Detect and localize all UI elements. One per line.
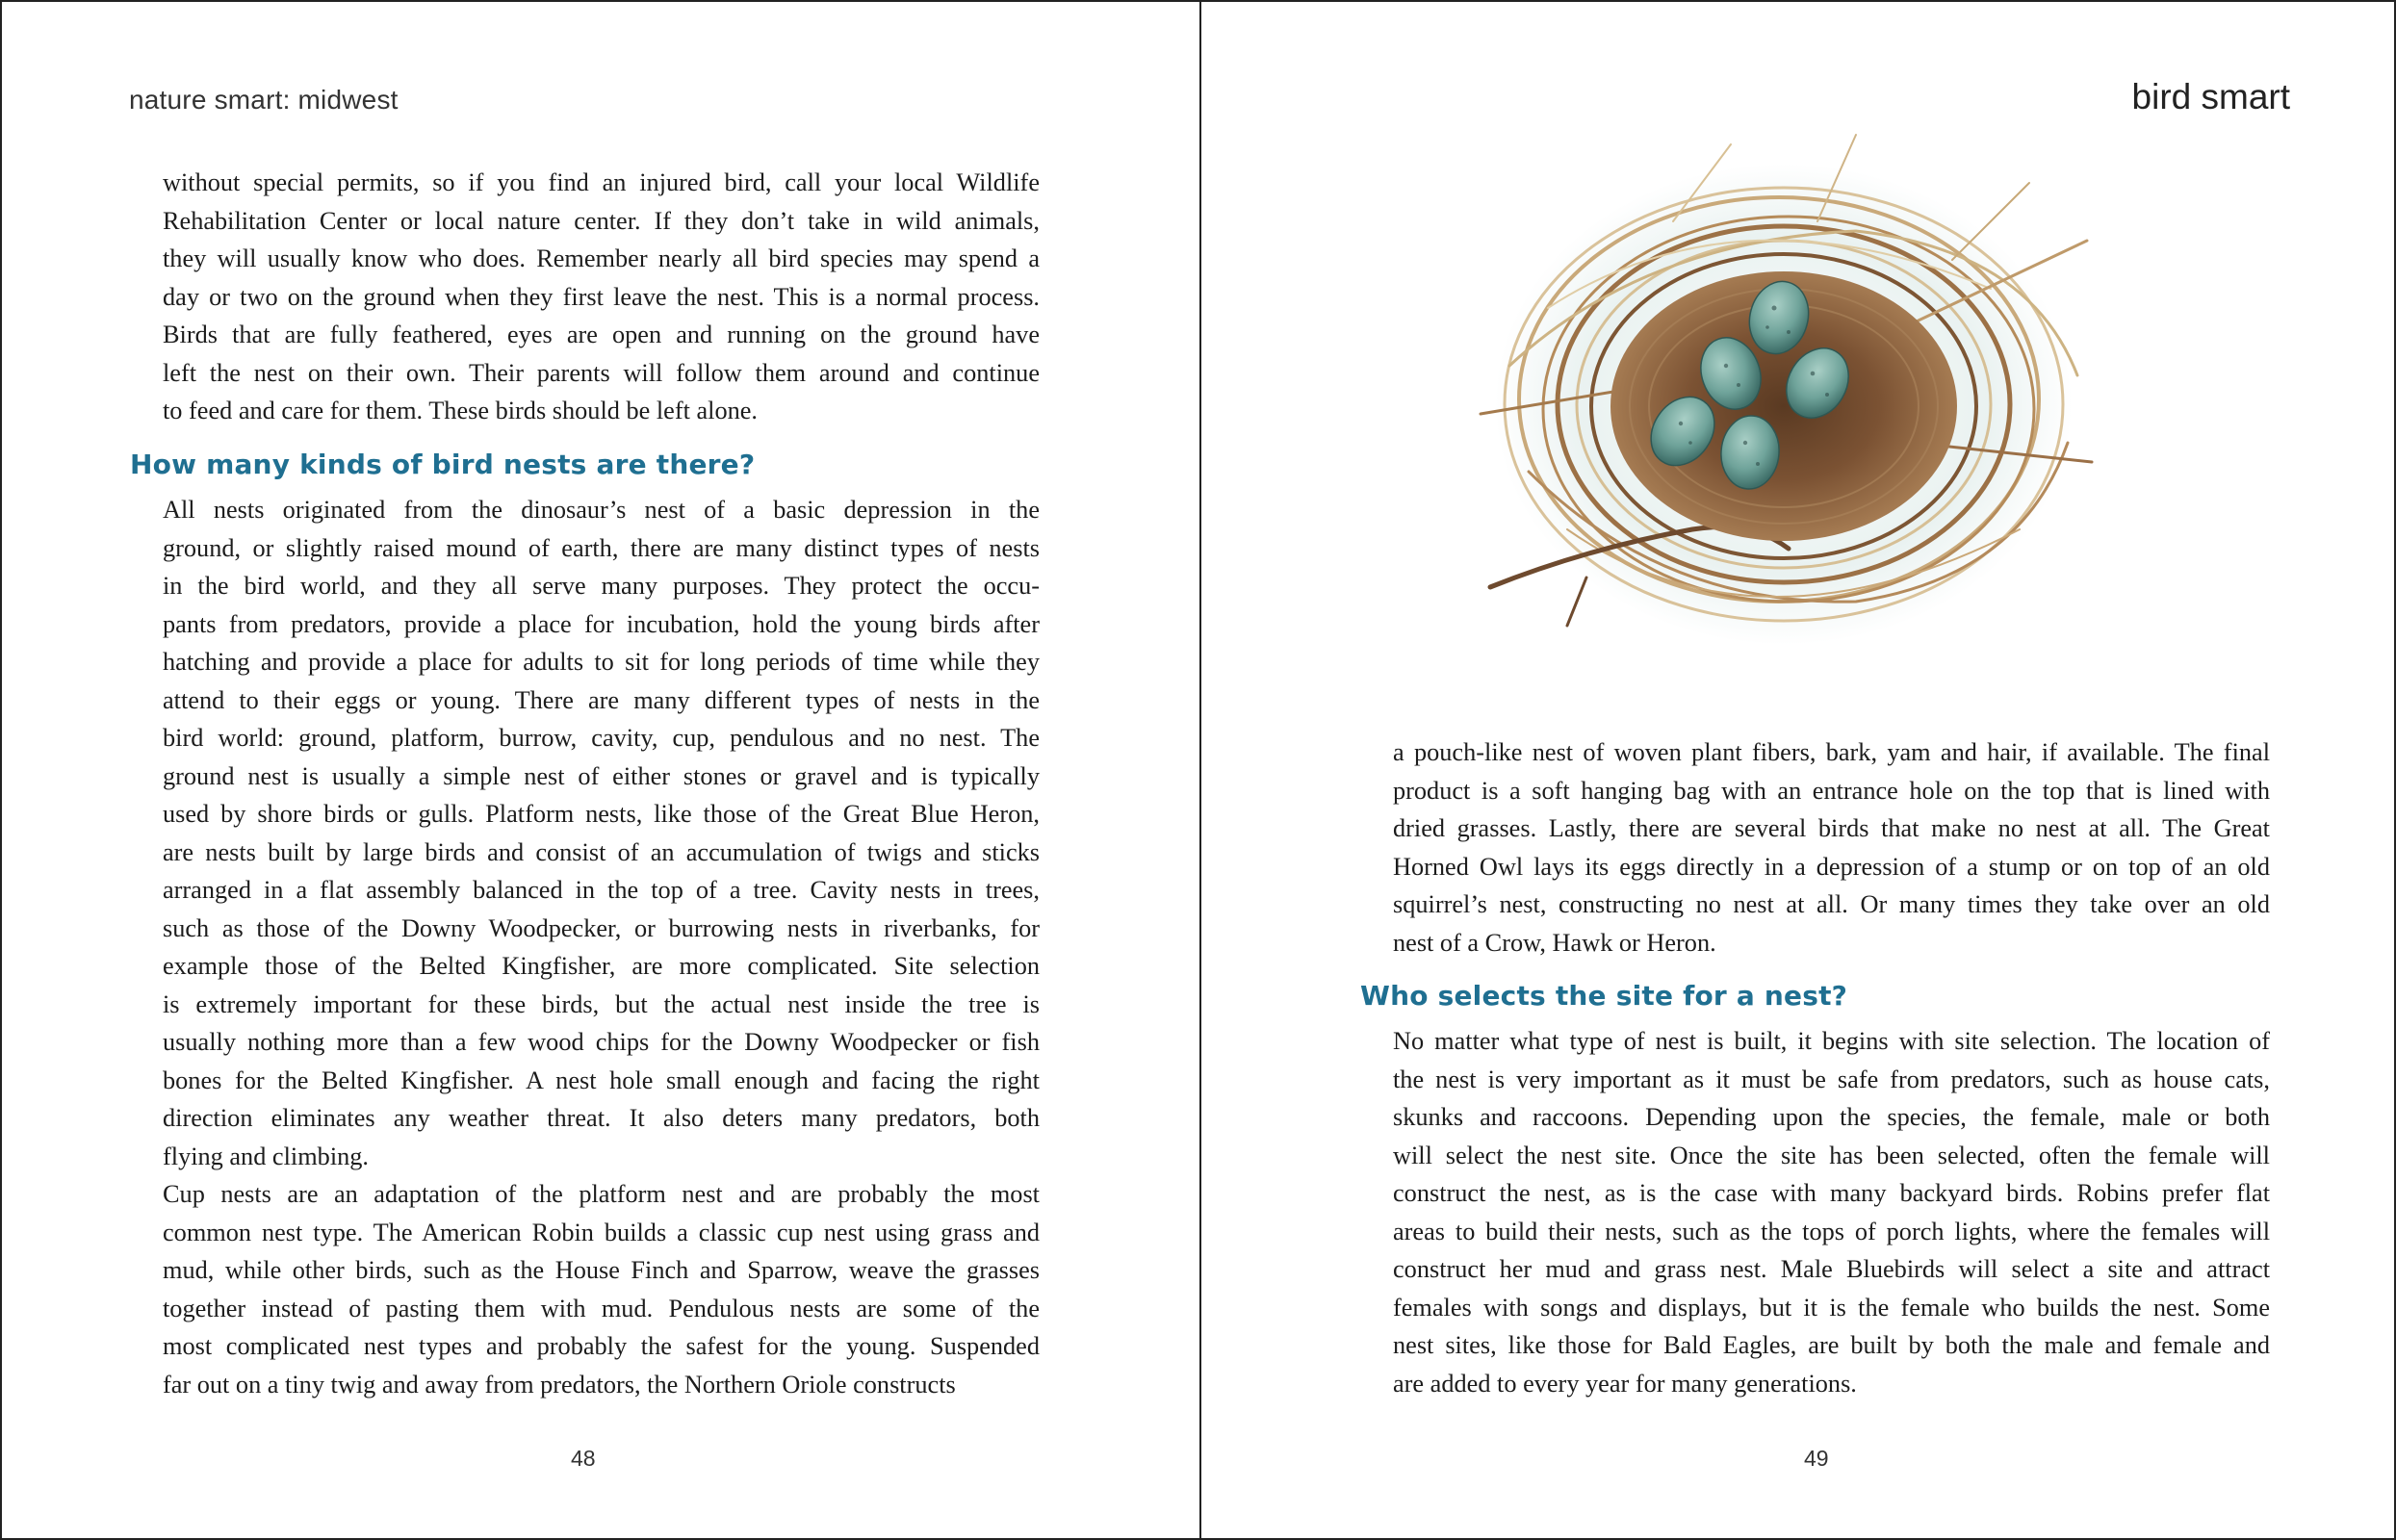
text-line: product is a soft hanging bag with an entrance hole on the top that is lined with: [1393, 776, 2270, 805]
text-line: the nest is very important as it must be safe from predators, such as house cats,: [1393, 1065, 2270, 1093]
text-line: arranged in a flat assembly balanced in the top of a tree. Cavity nests in trees,: [163, 876, 1040, 904]
text-line: All nests originated from the dinosaur’s nest of a basic depression in the: [163, 496, 1040, 524]
text-line: far out on a tiny twig and away from predators, the Northern Oriole constructs: [163, 1370, 956, 1399]
text-line: used by shore birds or gulls. Platform nests, like those of the Great Blue Heron,: [163, 800, 1040, 828]
text-line: direction eliminates any weather threat. It also deters many predators, both: [163, 1104, 1040, 1132]
text-line: construct the nest, as is the case with many backyard birds. Robins prefer flat: [1393, 1179, 2270, 1207]
text-line: Rehabilitation Center or local nature center. If they don’t take in wild animals,: [163, 206, 1040, 235]
text-line: together instead of pasting them with mud. Pendulous nests are some of the: [163, 1294, 1040, 1322]
text-line: left the nest on their own. Their parents will follow them around and continue: [163, 358, 1040, 387]
text-line: usually nothing more than a few wood chips for the Downy Woodpecker or fish: [163, 1028, 1040, 1056]
body-paragraph: [163, 1175, 1040, 1403]
text-line: pants from predators, provide a place for incubation, hold the young birds after: [163, 609, 1040, 638]
text-line: to feed and care for them. These birds should be left alone.: [163, 397, 759, 424]
text-line: skunks and raccoons. Depending upon the species, the female, male or both: [1393, 1103, 2270, 1131]
body-paragraph: [1393, 733, 2270, 962]
text-line: ground nest is usually a simple nest of either stones or gravel and is typically: [163, 761, 1040, 790]
text-line: females with songs and displays, but it is the female who builds the nest. Some: [1393, 1293, 2270, 1322]
text-line: Horned Owl lays its eggs directly in a depression of a stump or on top of an old: [1393, 852, 2270, 881]
text-line: common nest type. The American Robin builds a classic cup nest using grass and: [163, 1218, 1040, 1246]
text-line: nest of a Crow, Hawk or Heron.: [1393, 928, 1716, 957]
text-line: Birds that are fully feathered, eyes are open and running on the ground have: [163, 321, 1040, 348]
left-page: [2, 2, 1199, 1538]
text-line: without special permits, so if you find an injured bird, call your local Wildlife: [163, 168, 1040, 196]
text-line: day or two on the ground when they first leave the nest. This is a normal process.: [163, 282, 1040, 311]
text-line: example those of the Belted Kingfisher, are more complicated. Site selection: [163, 952, 1040, 980]
page-number: 49: [1804, 1446, 1829, 1471]
text-line: such as those of the Downy Woodpecker, or burrowing nests in riverbanks, for: [163, 913, 1040, 942]
text-line: will select the nest site. Once the site has been selected, often the female will: [1393, 1141, 2270, 1169]
text-line: nest sites, like those for Bald Eagles, are built by both the male and female and: [1393, 1331, 2270, 1359]
body-paragraph: [1393, 1022, 2270, 1402]
page-number: 48: [571, 1446, 596, 1471]
running-head: nature smart: midwest: [129, 85, 399, 115]
text-line: is extremely important for these birds, but the actual nest inside the tree is: [163, 989, 1040, 1018]
section-heading: How many kinds of bird nests are there?: [130, 449, 756, 480]
text-line: are nests built by large birds and consist of an accumulation of twigs and sticks: [163, 837, 1040, 866]
text-line: flying and climbing.: [163, 1142, 369, 1170]
text-line: ground, or slightly raised mound of earth, there are many distinct types of nests: [163, 533, 1040, 562]
text-line: Cup nests are an adaptation of the platform nest and are probably the most: [163, 1180, 1040, 1208]
running-head: bird smart: [2131, 77, 2290, 116]
text-line: mud, while other birds, such as the House Finch and Sparrow, weave the grasses: [163, 1256, 1040, 1284]
right-page: [1201, 2, 2396, 1538]
text-line: areas to build their nests, such as the tops of porch lights, where the females will: [1393, 1217, 2270, 1245]
body-paragraph: [163, 491, 1040, 1175]
text-line: a pouch-like nest of woven plant fibers, bark, yam and hair, if available. The final: [1393, 738, 2270, 766]
text-line: in the bird world, and they all serve many purposes. They protect the occu-: [163, 572, 1040, 600]
bird-nest-with-eggs-icon: [1452, 125, 2116, 703]
text-line: most complicated nest types and probably the safest for the young. Suspended: [163, 1332, 1040, 1360]
text-line: they will usually know who does. Remember nearly all bird species may spend a: [163, 244, 1040, 272]
section-heading: Who selects the site for a nest?: [1360, 980, 1848, 1012]
text-line: No matter what type of nest is built, it begins with site selection. The location of: [1393, 1027, 2270, 1055]
text-line: dried grasses. Lastly, there are several birds that make no nest at all. The Great: [1393, 814, 2270, 842]
text-line: bird world: ground, platform, burrow, cavity, cup, pendulous and no nest. The: [163, 724, 1040, 752]
text-line: bones for the Belted Kingfisher. A nest hole small enough and facing the right: [163, 1065, 1040, 1094]
text-line: squirrel’s nest, constructing no nest at all. Or many times they take over an old: [1393, 890, 2270, 918]
text-line: are added to every year for many generations.: [1393, 1369, 1857, 1398]
text-line: construct her mud and grass nest. Male Bluebirds will select a site and attract: [1393, 1255, 2270, 1283]
text-line: hatching and provide a place for adults to sit for long periods of time while they: [163, 648, 1040, 676]
intro-paragraph: [163, 164, 1040, 430]
text-line: attend to their eggs or young. There are many different types of nests in the: [163, 685, 1040, 714]
